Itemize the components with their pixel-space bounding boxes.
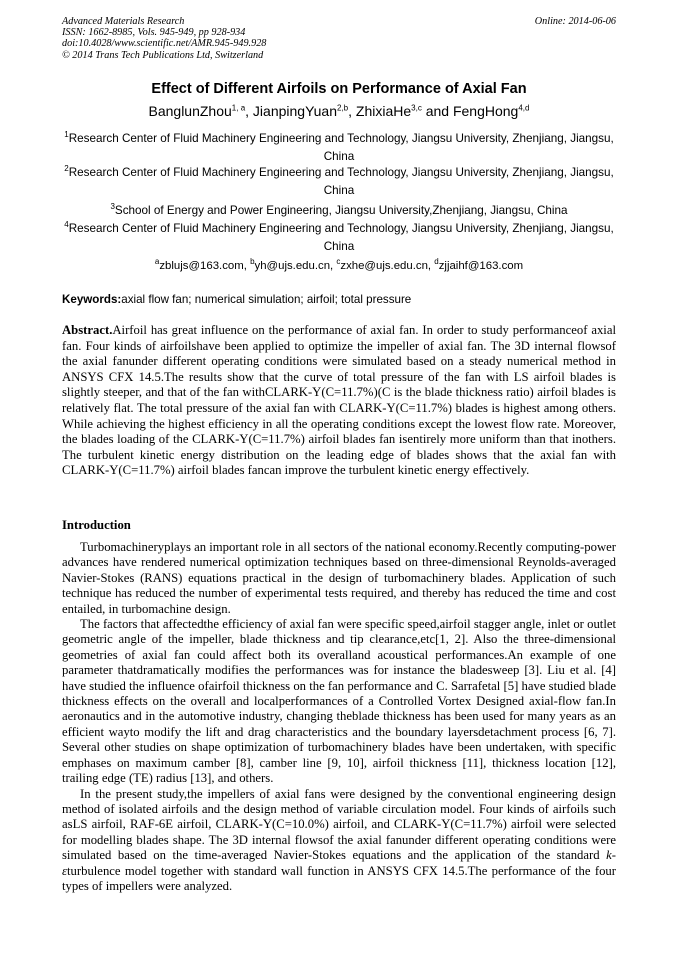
affiliation-text: Research Center of Fluid Machinery Engineering and Technology, Jiangsu University, Zhenjiang, Jiangsu, China xyxy=(68,166,614,197)
email-list xyxy=(62,258,616,274)
author-affiliation-mark: 1, a xyxy=(231,103,246,113)
email-mark: d xyxy=(434,257,439,267)
author-separator: and xyxy=(421,103,453,119)
affiliation-number: 1 xyxy=(64,130,69,140)
paper-title: Effect of Different Airfoils on Performance of Axial Fan xyxy=(151,81,527,97)
keywords-label: Keywords: xyxy=(62,293,122,306)
author-name: JianpingYuan xyxy=(252,103,337,119)
author-separator: , xyxy=(245,103,253,119)
affiliation-4 xyxy=(62,220,616,255)
email-address: zjjaihf@163.com xyxy=(438,260,524,272)
journal-header xyxy=(62,16,616,61)
affiliation-text: Research Center of Fluid Machinery Engineering and Technology, Jiangsu University, Zhenjiang, Jiangsu, China xyxy=(68,222,614,253)
italic-symbol: k-ε xyxy=(62,848,616,878)
keywords-line xyxy=(62,292,616,308)
copyright-line: © 2014 Trans Tech Publications Ltd, Switzerland xyxy=(62,49,264,61)
affiliation-number: 4 xyxy=(64,220,69,230)
paragraph: Turbomachineryplays an important role in all sectors of the national economy.Recently computing-power advances have rendered numerical optimization techniques based on three-dimensional Reynolds-averaged Navier-Stokes (RANS) equations practical in the design of turbomachinery blades. Application of such technique has reduced the number of experimental tests required, and thereby has reduced the time and cost entailed, in turbomachine design. xyxy=(62,540,616,616)
paragraph: The factors that affectedthe efficiency of axial fan were specific speed,airfoil stagger angle, inlet or outlet geometric angle of the impeller, blade thickness and tip clearance,etc[1, 2]. Also the three-dimensional geometries of axial fan could affect both its overalland acoustical performances.An example of one parameter thatdramatically modifies the performances was for instance the bladesweep [3]. Liu et al. [4] have studied the influence ofairfoil thickness on the fan performance and C. Sarrafetal [5] have studied blade thickness effects on the overall and localperformances of a Controlled Vortex Designed axial-flow fan.In aeronautics and in the automotive industry, changing theblade thickness has been used for many years as an efficient wayto modify the lift and drag characteristics and the boundary layersdetachment process [6, 7]. Several other studies on shape optimization of turbomachinery blades have been undertaken, with specific emphases on maximum camber [8], camber line [9, 10], airfoil thickness [11], thickness location [12], trailing edge (TE) radius [13], and others. xyxy=(62,617,616,786)
keywords-text: axial flow fan; numerical simulation; airfoil; total pressure xyxy=(121,293,412,306)
email-mark: c xyxy=(336,257,341,267)
email-address: yh@ujs.edu.cn, xyxy=(254,260,337,272)
author-affiliation-mark: 2,b xyxy=(337,103,349,113)
author-affiliation-mark: 4,d xyxy=(518,103,530,113)
author-name: BanglunZhou xyxy=(148,103,232,119)
introduction-body xyxy=(62,540,616,894)
paragraph xyxy=(62,787,616,895)
affiliation-3 xyxy=(62,202,616,220)
author-affiliation-mark: 3,c xyxy=(411,103,422,113)
author-name: FengHong xyxy=(452,103,519,119)
author-separator: , xyxy=(348,103,356,119)
affiliation-text: Research Center of Fluid Machinery Engineering and Technology, Jiangsu University, Zhenjiang, Jiangsu, China xyxy=(68,132,614,163)
affiliation-number: 2 xyxy=(64,164,69,174)
affiliation-text: School of Energy and Power Engineering, Jiangsu University,Zhenjiang, Jiangsu, China xyxy=(114,204,568,217)
issn-line: ISSN: 1662-8985, Vols. 945-949, pp 928-934 xyxy=(62,27,246,39)
author-name: ZhixiaHe xyxy=(355,103,412,119)
email-address: zxhe@ujs.edu.cn, xyxy=(340,260,435,272)
online-date: Online: 2014-06-06 xyxy=(534,16,616,27)
paragraph-text: In the present study,the impellers of axial fans were designed by the conventional engineering design method of isolated airfoils and the design method of variable circulation model. Four kinds of airfoils such asLS airfoil, RAF-6E airfoil, CLARK-Y(C=10.0%) airfoil, and CLARK-Y(C=11.7%) airfoil were selected for modelling blades shape. The 3D internal flowsof the axial fanunder different operating conditions were simulated based on the time-averaged Navier-Stokes equations and the application of the standard xyxy=(62,786,616,863)
abstract-block xyxy=(62,323,616,479)
doi-line: doi:10.4028/www.scientific.net/AMR.945-949.928 xyxy=(62,38,267,50)
journal-name: Advanced Materials Research xyxy=(62,16,185,27)
paragraph-text: turbulence model together with standard wall function in ANSYS CFX 14.5.The performance of the four types of impellers were analyzed. xyxy=(62,863,616,893)
email-mark: a xyxy=(154,257,160,267)
author-list xyxy=(62,102,616,121)
abstract-label: Abstract. xyxy=(62,323,113,337)
affiliation-2 xyxy=(62,164,616,199)
section-heading-introduction: Introduction xyxy=(62,518,131,532)
affiliation-number: 3 xyxy=(110,202,115,212)
affiliation-1 xyxy=(62,130,616,165)
abstract-text: Airfoil has great influence on the performance of axial fan. In order to study performanceof axial fan. Four kinds of airfoilshave been applied to optimize the impeller of axial fan. The 3D internal flowsof the axial fanunder different operating conditions were simulated based on a steady numerical method in ANSYS CFX 14.5.The results show that the curve of total pressure of the fan with LS airfoil blades is slightly steeper, and that of the fan withCLARK-Y(C=11.7%)(C is the blade thickness ratio) airfoil blades is relatively flat. The total pressure of the axial fan with CLARK-Y(C=11.7%) blades is highest among others. While achieving the highest efficiency in all the operating conditions except the lowest flow rate. Moreover, the blades loading of the CLARK-Y(C=11.7%) airfoil blades fan isentirely more uniform than that inothers. The turbulent kinetic energy distribution on the leading edge of blades shows that the axial fan with CLARK-Y(C=11.7%) airfoil blades fancan improve the turbulent kinetic energy effectively. xyxy=(62,323,616,478)
email-mark: b xyxy=(250,257,255,267)
email-address: zblujs@163.com, xyxy=(159,260,251,272)
